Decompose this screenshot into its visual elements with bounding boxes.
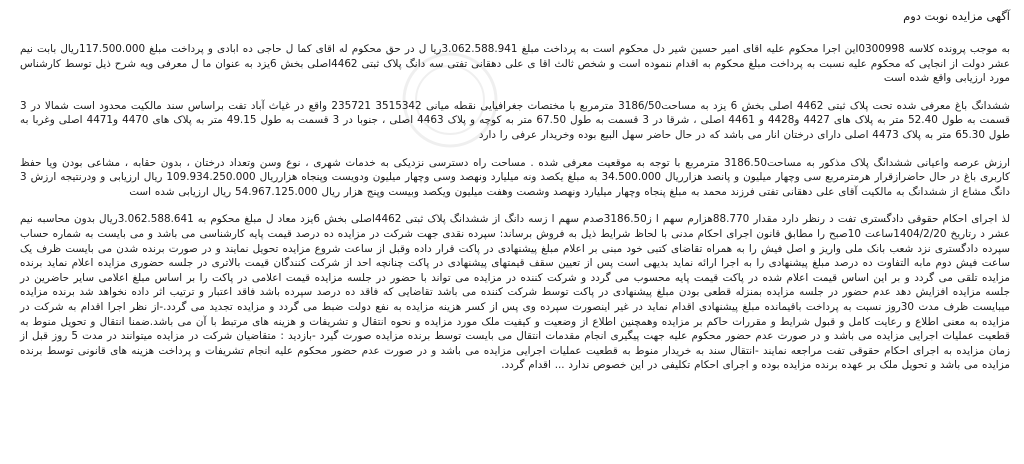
notice-title: آگهی مزایده نوبت دوم (903, 9, 1010, 23)
notice-paragraph-3: ارزش عرصه واعیانی ششدانگ پلاک مذکور به مساحت3186.50 مترمربع با توجه به موقعیت معرفی شده . مساحت راه دسترسی نزدیکی به خدمات شهری ، نوع وسن وتعداد درختان ، بدون حقابه ، مشاعی بودن ویا حفظ کاربری باغ در حال حاضرازقرار هرمترمربع سی وچهار میلیون و پانصد هزارریال 34.500.000 به مبلغ یکصد ونه میلیارد ونهصد وسی وچهار میلیون ودویست وپنجاه هزارریال 109.934.250.000 ریال ارزیابی و ودرنتیجه ارزش 3 دانگ مشاع از ششدانگ به مالکیت آقای علی دهقانی تفتی فرزند محمد به مبلغ پنجاه وچهار میلیارد ونهصد وشصت وهفت میلیون ویکصد وبیست وپنج هزار ریال 54.967.125.000 ریال ارزیابی شده است (20, 156, 1010, 198)
notice-paragraph-4: لذ اجرای احکام حقوقی دادگستری تفت د رنظر دارد مقدار 88.770هزارم سهم ا ز3186.50صدم سهم ا زسه دانگ از ششدانگ پلاک ثبتی 4462اصلی بخش 6یزد معاد ل مبلغ محکوم به 3.062.588.641ریال بدون محاسبه نیم عشر د رتاریخ 1404/2/20ساعت 10صبح را مطابق قانون اجرای احکام مدنی با لحاظ شرایط ذیل به فروش برساند: سپرده نقدی جهت شرکت در مزایده ده درصد قیمت پایه کارشناسی می باشد و می بایست به شماره حساب سپرده دادگستری نزد شعب بانک ملی واریز و اصل فیش را به همراه تقاضای کتبی خود مبنی بر اعلام مبلغ پیشنهادی در پاکت قرار داده وقبل از ساعت شروع مزایده تحویل نمایند و در صورت برنده شدن می بایست ظرف یک ساعت فیش دوم مابه التفاوت ده درصد مبلغ پیشنهادی را به اجرا ارائه نماید بدیهی است پس از تعیین سقف قیمتهای پیشنهادی در پاکت چنانچه احد از شرکت کنندگان قیمت بالاتری در جلسه حضوری مزایده اعلام نماید برنده مزایده تلقی می گردد و بر این اساس قیمت اعلام شده در پاکت قیمت پایه محسوب می گردد و شرکت کننده در مزایده می تواند با حضور در جلسه مزایده قیمت اعلامی در پاکت را بر اساس مبلغ اعلامی سایر حاضرین در جلسه مزایده افزایش دهد عدم حضور در جلسه مزایده بمنزله قطعی بودن مبلغ پیشنهادی در پاکت توسط شرکت کننده می باشد تقاضایی که فاقد ده درصد سپرده باشد فاقد اعتبار و ترتیب اثر داده نخواهد شد برنده مزایده میبایست ظرف مدت 30روز نسبت به پرداخت باقیمانده مبلغ پیشنهادی اقدام نماید در غیر اینصورت سپرده وی پس از کسر هزینه مزایده به نفع دولت ضبط می گردد و مزایده تجدید می گردد.-از نظر اجرا اقدام به شرکت در مزایده به معنی اطلاع و رعایت کامل و قبول شرایط و مقررات حاکم بر مزایده وهمچنین اطلاع از وضعیت و کیفیت ملک مورد مزایده و نحوه انتقال و تشریفات و هزینه های مرتبط با آن می باشد.ضمنا انتقال و تحویل منوط به قطعیت عملیات اجرایی مزایده می باشد و در صورت عدم حضور محکوم علیه جهت پیگیری انجام مقدمات انتقال می بایست توسط برنده مزایده صورت گیرد -بازدید : متقاضیان شرکت در مزایده میتوانند در مدت 5 روز قبل از زمان مزایده به اجرای احکام حقوقی تفت مراجعه نمایند -انتقال سند به خریدار منوط به قطعیت عملیات اجرایی مزایده می باشد و در صورت عدم حضور محکوم علیه انجام تشریفات و پرداخت هزینه های قانونی توسط برنده مزایده می باشد و تحویل ملک بر عهده برنده مزایده بوده و اجرای احکام تکلیفی در این خصوص ندارد ... اقدام گردد. (20, 213, 1011, 372)
notice-paragraph-2: ششدانگ باغ معرفی شده تحت پلاک ثبتی 4462 اصلی بخش 6 یزد به مساحت3186/50 مترمربع با مختصات جغرافیایی نقطه میانی 3515342 235721 واقع در غیاث آباد تفت براساس سند مالکیت محدود است شمالا در 3 قسمت به طول 52.40 متر به پلاک های 4427 و4428 و 4461 اصلی ، شرقا در 3 قسمت به طول 67.50 متر به کوچه و پلاک 4463 اصلی ، جنوبا در 3 قسمت به طول 49.15 متر به پلاک های 4470 و4471 اصلی وغربا به طول 65.30 متر به پلاک 4473 اصلی دارای درختان انار می باشد که در حال حاضر سهل البیع بوده وخریدار عرفی را دارد (20, 99, 1010, 141)
notice-paragraph-1: به موجب پرونده کلاسه 0300998این اجرا محکوم علیه اقای امیر حسین شیر دل محکوم است به پرداخت مبلغ 3.062.588.941ریا ل در حق محکوم له اقای کما ل حاجی ده ابادی و پرداخت مبلغ 117.500.000ریال بابت نیم عشر دولت از انجایی که محکوم علیه نسبت به پرداخت مبلغ محکوم به اقدام ننموده است و شخص ثالث اقا ی علی دهقانی تفتی سه دانگ پلاک ثبتی 4462اصلی بخش 6یزد به عنوان ما ل معرفی ویه شرح ذیل توسط کارشناس مورد ارزیابی واقع شده است (20, 43, 1010, 85)
